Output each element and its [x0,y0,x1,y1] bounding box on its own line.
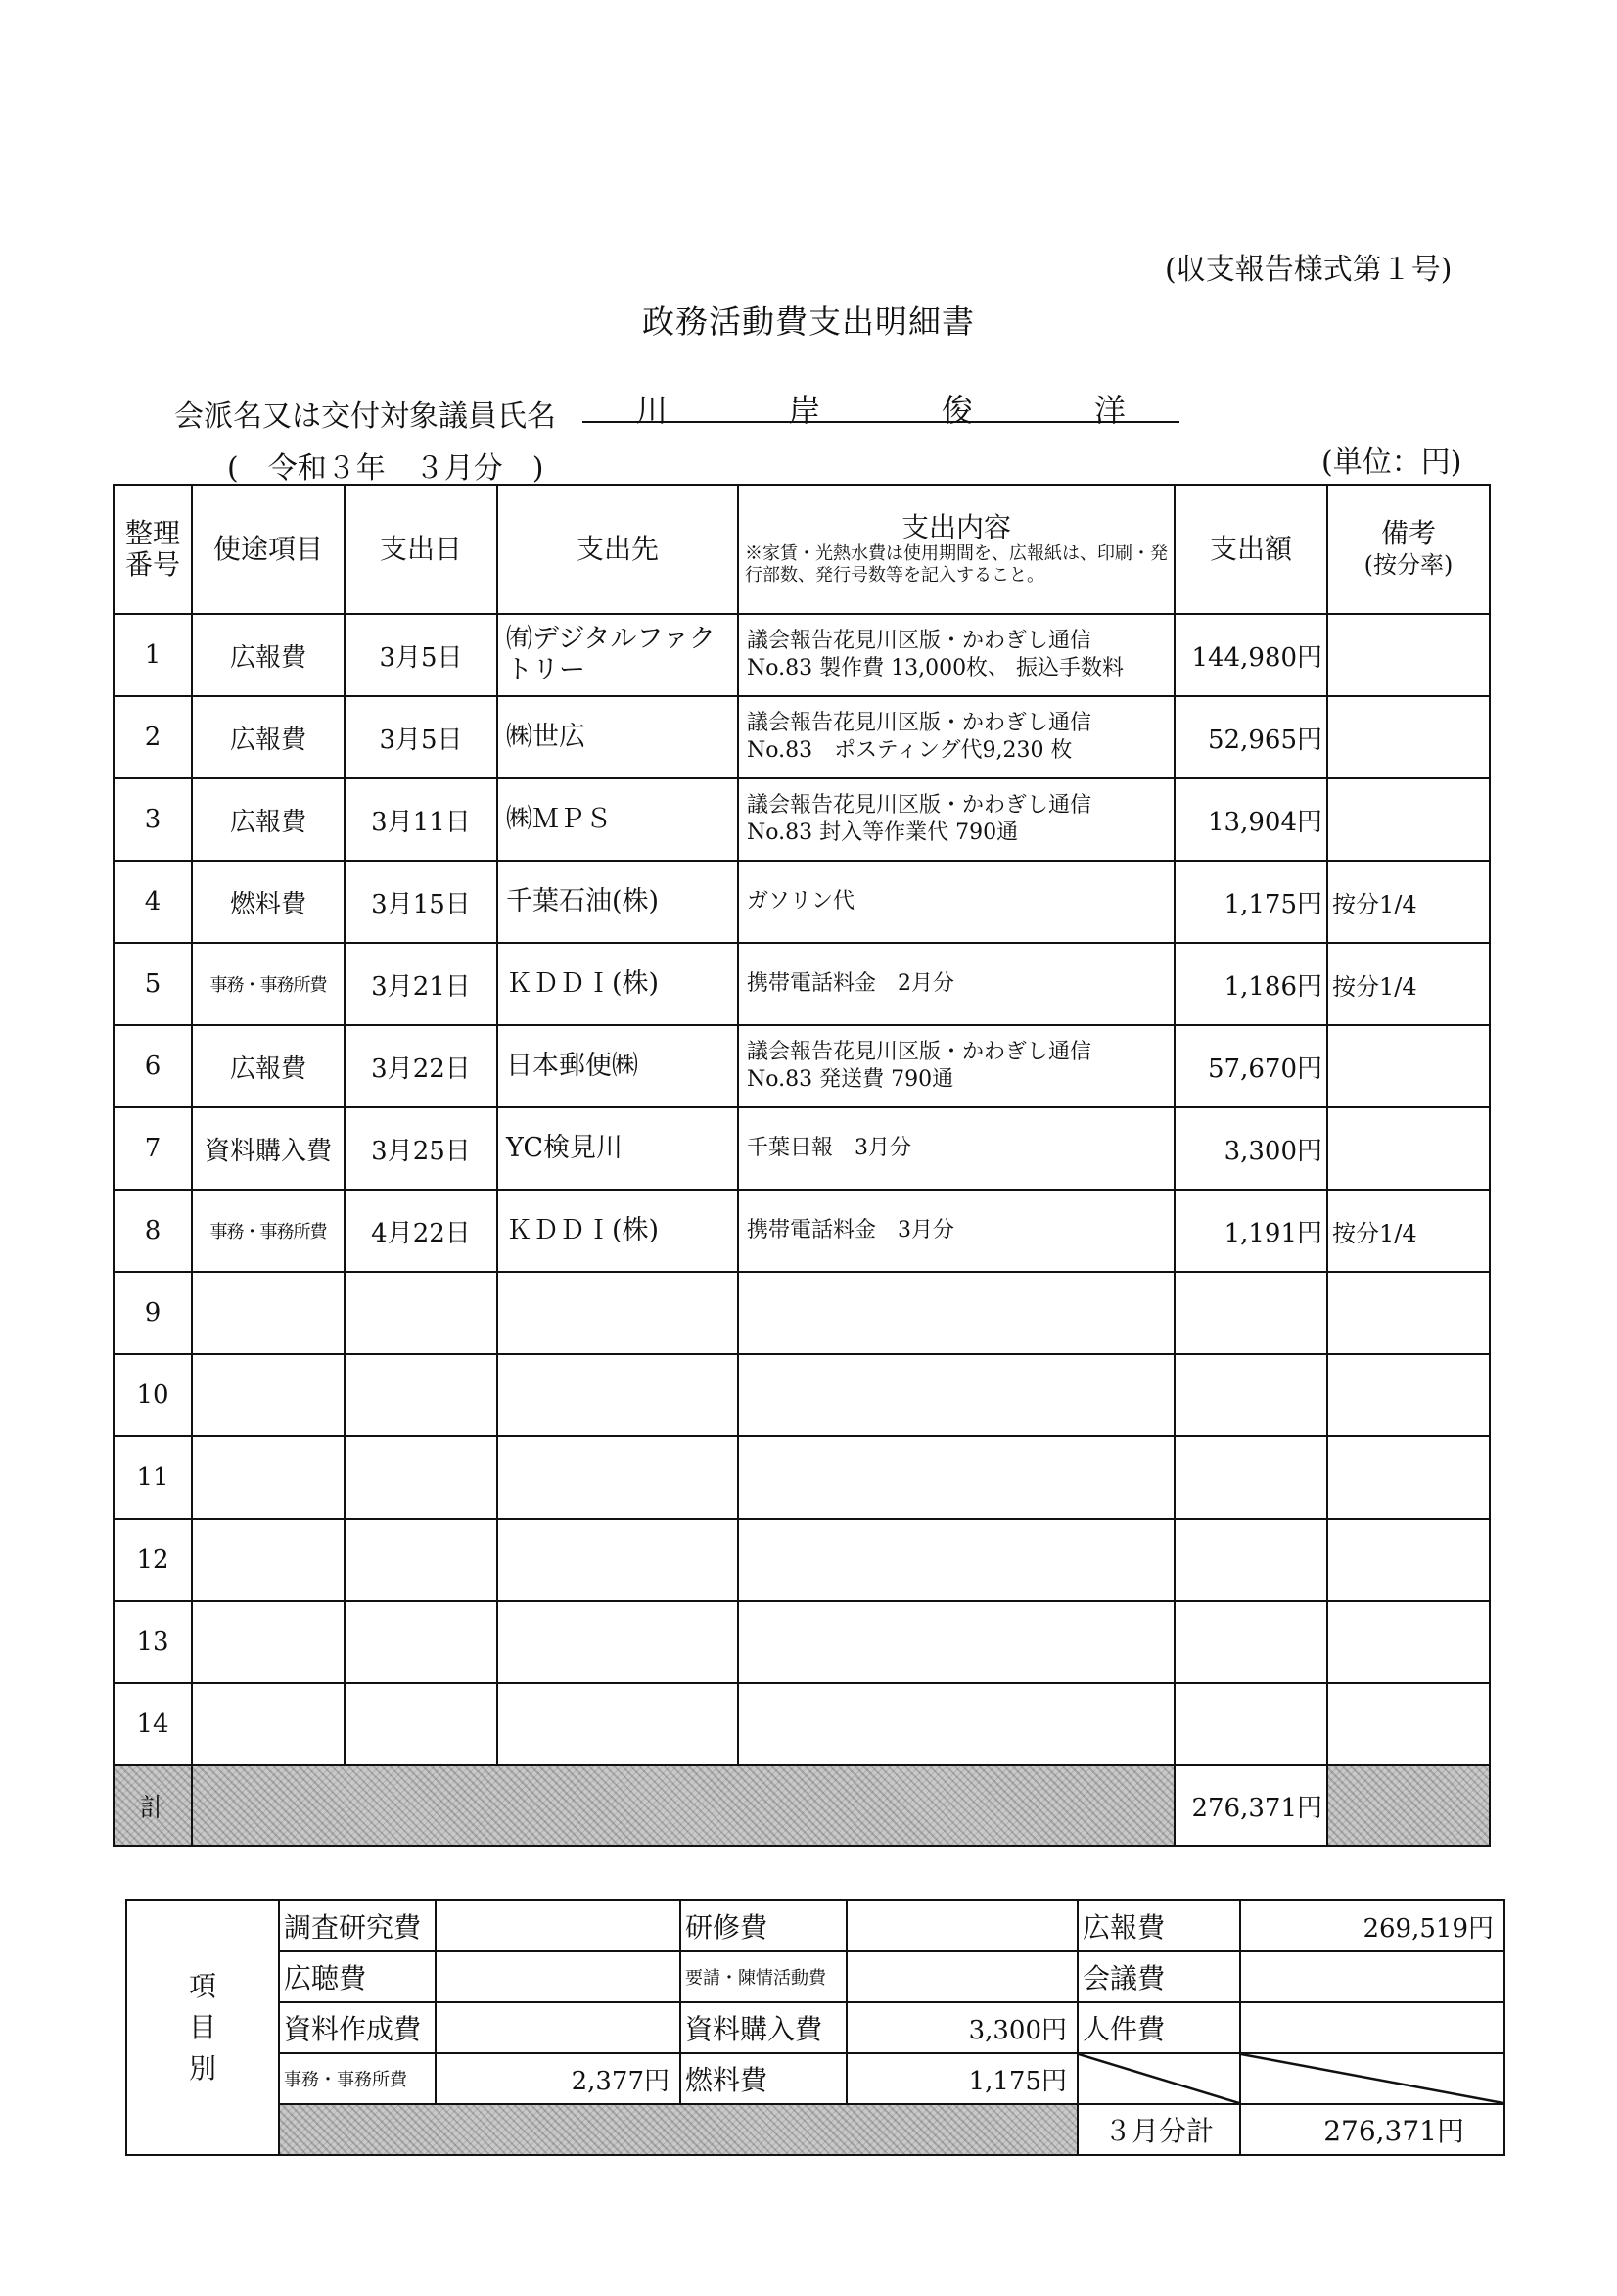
row-description-line2: No.83 封入等作業代 790通 [747,820,1019,845]
summary-name: 広報費 [1078,1900,1240,1951]
row-number: 2 [114,696,192,778]
summary-value: 269,519円 [1240,1900,1504,1951]
member-name-char: 川 [636,392,669,429]
summary-value [847,1951,1078,2002]
row-date [345,1683,497,1765]
row-item [192,1354,345,1436]
row-amount: 144,980円 [1175,614,1327,696]
summary-value: 3,300円 [847,2002,1078,2053]
row-date: 3月11日 [345,778,497,861]
row-description-line2: No.83 ポスティング代9,230 枚 [747,738,1073,763]
table-row [114,1107,1490,1190]
row-description [738,1354,1175,1436]
form-number: (収支報告様式第１号) [1165,253,1453,287]
row-date: 3月22日 [345,1025,497,1107]
row-payee [497,1683,738,1765]
row-note [1327,778,1490,861]
row-date: 3月15日 [345,861,497,943]
row-note [1327,696,1490,778]
row-payee [497,1436,738,1519]
summary-name: 資料購入費 [680,2002,847,2053]
summary-blank-diagonal [1078,2053,1240,2104]
row-note [1327,1519,1490,1601]
summary-name: 要請・陳情活動費 [680,1951,847,2002]
row-item: 事務・事務所費 [192,943,345,1025]
row-amount [1175,1354,1327,1436]
summary-label: 項目別 [126,1900,279,2155]
header-description-title: 支出内容 [901,511,1011,543]
row-note [1327,1025,1490,1107]
row-item: 広報費 [192,1025,345,1107]
row-amount: 1,186円 [1175,943,1327,1025]
header-note-sub: (按分率) [1363,551,1454,579]
row-amount: 57,670円 [1175,1025,1327,1107]
table-row [114,943,1490,1025]
row-note [1327,1436,1490,1519]
table-row [114,1025,1490,1107]
row-amount: 1,175円 [1175,861,1327,943]
row-date: 3月5日 [345,696,497,778]
summary-name: 研修費 [680,1900,847,1951]
row-description [738,861,1175,943]
summary-value [436,1951,680,2002]
row-amount: 52,965円 [1175,696,1327,778]
row-description-line1: 携帯電話料金 3月分 [747,1218,954,1242]
row-description [738,1519,1175,1601]
row-number: 13 [114,1601,192,1683]
row-description-line1: 議会報告花見川区版・かわぎし通信 [747,711,1092,735]
summary-value [436,2002,680,2053]
row-item [192,1601,345,1683]
expense-table [113,484,1491,1847]
row-description [738,1107,1175,1190]
total-shaded-cell [192,1765,1175,1846]
table-row [114,861,1490,943]
row-item [192,1436,345,1519]
table-row [114,1354,1490,1436]
report-period: ( 令和３年 ３月分 ) [227,451,544,486]
row-payee [497,1519,738,1601]
row-number: 10 [114,1354,192,1436]
row-note [1327,1683,1490,1765]
summary-name: 広聴費 [279,1951,436,2002]
summary-name: 会議費 [1078,1951,1240,2002]
row-amount: 1,191円 [1175,1190,1327,1272]
summary-name: 燃料費 [680,2053,847,2104]
document-title: 政務活動費支出明細書 [642,303,975,341]
row-date: 3月5日 [345,614,497,696]
row-note [1327,1272,1490,1354]
header-description-note: ※家賃・光熱水費は使用期間を、広報紙は、印刷・発行部数、発行号数等を記入すること。 [745,543,1168,586]
row-payee: 日本郵便㈱ [497,1025,738,1107]
summary-value [436,1900,680,1951]
row-date [345,1436,497,1519]
member-name [587,386,1175,431]
row-note [1327,1354,1490,1436]
row-note: 按分1/4 [1327,861,1490,943]
header-description [738,485,1175,614]
header-item: 使途項目 [192,485,345,614]
row-note: 按分1/4 [1327,943,1490,1025]
row-payee: ㈱ＭＰＳ [497,778,738,861]
row-description-line1: 携帯電話料金 2月分 [747,971,954,996]
row-item [192,1519,345,1601]
summary-value: 1,175円 [847,2053,1078,2104]
summary-value [1240,2002,1504,2053]
row-description-line1: 議会報告花見川区版・かわぎし通信 [747,1040,1092,1064]
summary-name: 人件費 [1078,2002,1240,2053]
row-number: 5 [114,943,192,1025]
table-row [114,614,1490,696]
member-name-char: 洋 [1093,392,1126,429]
summary-table [125,1899,1505,2156]
row-description [738,943,1175,1025]
row-description-line1: ガソリン代 [747,889,855,914]
row-amount [1175,1272,1327,1354]
row-payee: 千葉石油(株) [497,861,738,943]
row-date [345,1519,497,1601]
row-item: 広報費 [192,696,345,778]
row-date: 4月22日 [345,1190,497,1272]
row-payee: ＫＤＤＩ(株) [497,1190,738,1272]
row-description [738,1272,1175,1354]
summary-name: 調査研究費 [279,1900,436,1951]
row-amount: 13,904円 [1175,778,1327,861]
row-note [1327,1107,1490,1190]
row-amount [1175,1683,1327,1765]
row-payee [497,1354,738,1436]
row-description [738,1025,1175,1107]
row-amount [1175,1601,1327,1683]
row-description-line2: No.83 製作費 13,000枚、 振込手数料 [747,656,1125,680]
table-row [114,696,1490,778]
row-description-line1: 千葉日報 3月分 [747,1136,911,1160]
row-item: 燃料費 [192,861,345,943]
month-total-value: 276,371円 [1240,2104,1504,2155]
row-payee: ㈲デジタルファクトリー [497,614,738,696]
row-number: 9 [114,1272,192,1354]
table-row [114,1519,1490,1601]
row-description [738,614,1175,696]
row-description [738,1190,1175,1272]
table-row [114,1436,1490,1519]
row-description-line1: 議会報告花見川区版・かわぎし通信 [747,629,1092,653]
row-description-line2: No.83 発送費 790通 [747,1067,954,1092]
row-date [345,1272,497,1354]
total-row [114,1765,1490,1846]
summary-value: 2,377円 [436,2053,680,2104]
row-amount [1175,1519,1327,1601]
row-item [192,1683,345,1765]
member-label: 会派名又は交付対象議員氏名 [174,399,556,434]
row-item: 事務・事務所費 [192,1190,345,1272]
row-number: 11 [114,1436,192,1519]
header-date: 支出日 [345,485,497,614]
summary-shaded-cell [279,2104,1078,2155]
summary-value [1240,1951,1504,2002]
table-header [114,485,1490,614]
row-description [738,1601,1175,1683]
row-number: 14 [114,1683,192,1765]
header-note [1327,485,1490,614]
header-no: 整理番号 [114,485,192,614]
row-payee: ＫＤＤＩ(株) [497,943,738,1025]
row-description [738,1683,1175,1765]
row-item [192,1272,345,1354]
table-row [114,1272,1490,1354]
row-item: 広報費 [192,614,345,696]
header-note-title: 備考 [1380,517,1436,549]
summary-name: 資料作成費 [279,2002,436,2053]
row-date [345,1601,497,1683]
total-amount: 276,371円 [1175,1765,1327,1846]
row-date [345,1354,497,1436]
row-number: 7 [114,1107,192,1190]
row-date: 3月25日 [345,1107,497,1190]
row-note [1327,614,1490,696]
row-number: 12 [114,1519,192,1601]
member-name-char: 岸 [788,392,820,429]
table-row [114,778,1490,861]
member-name-char: 俊 [941,392,973,429]
row-number: 1 [114,614,192,696]
summary-blank-diagonal [1240,2053,1504,2104]
row-description-line1: 議会報告花見川区版・かわぎし通信 [747,793,1092,818]
row-note [1327,1601,1490,1683]
row-amount [1175,1436,1327,1519]
row-payee: YC検見川 [497,1107,738,1190]
month-total-label: ３月分計 [1078,2104,1240,2155]
table-row [114,1190,1490,1272]
row-payee [497,1601,738,1683]
row-amount: 3,300円 [1175,1107,1327,1190]
row-payee: ㈱世広 [497,696,738,778]
header-amount: 支出額 [1175,485,1327,614]
total-note-shaded [1327,1765,1490,1846]
row-description [738,696,1175,778]
unit-label: (単位：円) [1321,445,1462,480]
row-number: 8 [114,1190,192,1272]
row-date: 3月21日 [345,943,497,1025]
row-description [738,778,1175,861]
row-item: 広報費 [192,778,345,861]
row-number: 4 [114,861,192,943]
total-label: 計 [114,1765,192,1846]
summary-name: 事務・事務所費 [279,2053,436,2104]
table-row [114,1601,1490,1683]
row-description [738,1436,1175,1519]
summary-value [847,1900,1078,1951]
row-number: 6 [114,1025,192,1107]
row-payee [497,1272,738,1354]
table-row [114,1683,1490,1765]
row-number: 3 [114,778,192,861]
row-item: 資料購入費 [192,1107,345,1190]
header-payee: 支出先 [497,485,738,614]
row-note: 按分1/4 [1327,1190,1490,1272]
